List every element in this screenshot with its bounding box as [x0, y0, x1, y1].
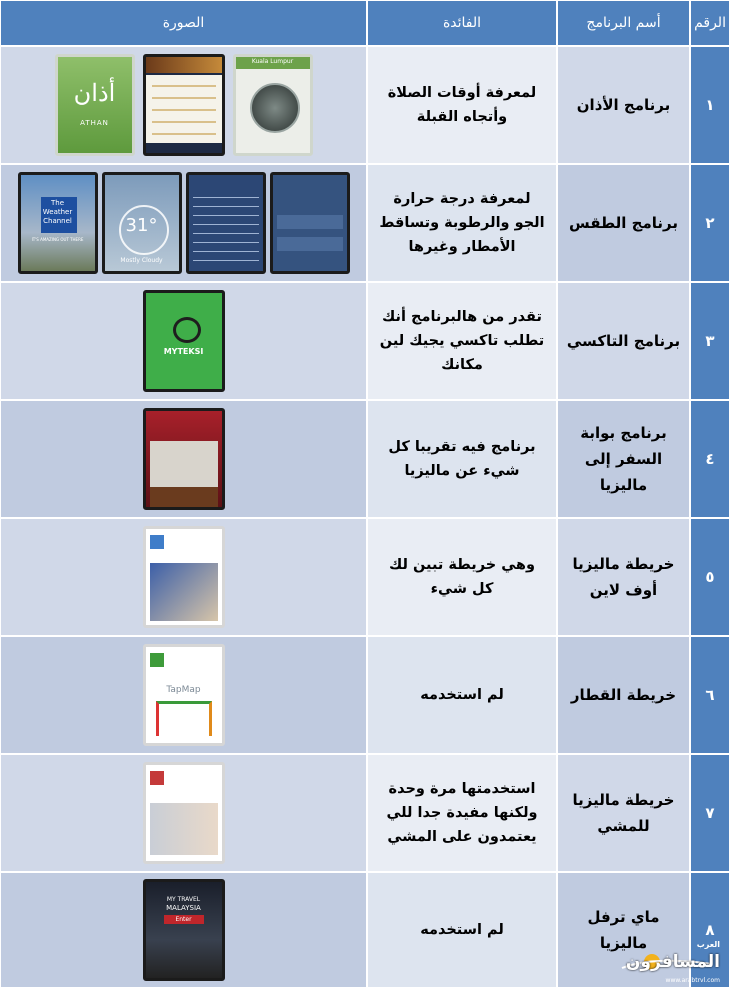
- app-benefit: لمعرفة أوقات الصلاة وأتجاه القبلة: [367, 46, 557, 164]
- app-benefit: برنامج فيه تقريبا كل شيء عن ماليزيا: [367, 400, 557, 518]
- app-screenshots: [0, 754, 367, 872]
- weather-10day-screenshot: [270, 172, 350, 274]
- weather-channel-screenshot: The Weather Channel IT'S AMAZING OUT THERE: [18, 172, 98, 274]
- row-number: ٦: [690, 636, 730, 754]
- prayer-times-screenshot: [143, 54, 225, 156]
- taxi-icon: [173, 317, 201, 343]
- table-row: [0, 754, 730, 872]
- row-number: ٨: [690, 872, 730, 988]
- travel-gate-screenshot: [143, 408, 225, 510]
- app-benefit: وهي خريطة تبين لك كل شيء: [367, 518, 557, 636]
- row-number: ٥: [690, 518, 730, 636]
- compass-icon: [250, 83, 300, 133]
- compass-screenshot: Kuala Lumpur: [233, 54, 313, 156]
- app-screenshots: [0, 46, 367, 164]
- table-row: [0, 164, 730, 282]
- train-map-screenshot: TapMap: [143, 644, 225, 746]
- app-benefit: استخدمتها مرة وحدة ولكنها مفيدة جدا للي يعتمدون على المشي: [367, 754, 557, 872]
- row-number: ٤: [690, 400, 730, 518]
- watermark-name: المسافرون: [625, 952, 720, 972]
- header-num: الرقم: [690, 0, 730, 46]
- table-row: [0, 282, 730, 400]
- walking-map-screenshot: [143, 762, 225, 864]
- app-name: خريطة ماليزيا للمشي: [557, 754, 690, 872]
- table-row: [0, 400, 730, 518]
- app-name: برنامج الطقس: [557, 164, 690, 282]
- app-screenshots: [0, 636, 367, 754]
- row-number: ٣: [690, 282, 730, 400]
- app-benefit: لمعرفة درجة حرارة الجو والرطوبة وتساقط الأمطار وغيرها: [367, 164, 557, 282]
- row-number: ١: [690, 46, 730, 164]
- table-row: [0, 636, 730, 754]
- app-name: خريطة ماليزيا أوف لاين: [557, 518, 690, 636]
- header-name: أسم البرنامج: [557, 0, 690, 46]
- app-name: برنامج التاكسي: [557, 282, 690, 400]
- table-row: [0, 46, 730, 164]
- athan-screenshot: أذان ATHAN: [55, 54, 135, 156]
- app-screenshots: [0, 872, 367, 988]
- app-name: برنامج الأذان: [557, 46, 690, 164]
- weather-hourly-screenshot: [186, 172, 266, 274]
- myteksi-screenshot: MYTEKSI: [143, 290, 225, 392]
- watermark-url: www.arabtrvl.com: [665, 977, 720, 984]
- app-screenshots: [0, 518, 367, 636]
- app-screenshots: [0, 282, 367, 400]
- app-name: ماي ترفل ماليزيا: [557, 872, 690, 988]
- header-benefit: الفائدة: [367, 0, 557, 46]
- app-benefit: تقدر من هالبرنامج أنك تطلب تاكسي يجيك لين مكانك: [367, 282, 557, 400]
- app-benefit: لم استخدمه: [367, 872, 557, 988]
- app-benefit: لم استخدمه: [367, 636, 557, 754]
- table-row: [0, 518, 730, 636]
- app-name: برنامج بوابة السفر إلى ماليزيا: [557, 400, 690, 518]
- app-screenshots: [0, 164, 367, 282]
- row-number: ٢: [690, 164, 730, 282]
- header-image: الصورة: [0, 0, 367, 46]
- app-name: خريطة القطار: [557, 636, 690, 754]
- table-header: [0, 0, 730, 46]
- offline-map-screenshot: [143, 526, 225, 628]
- weather-temp-screenshot: 31° Mostly Cloudy: [102, 172, 182, 274]
- my-travel-malaysia-screenshot: MY TRAVEL MALAYSIA Enter: [143, 879, 225, 981]
- watermark-logo: [612, 938, 722, 984]
- row-number: ٧: [690, 754, 730, 872]
- app-screenshots: [0, 400, 367, 518]
- watermark-sub: العرب: [696, 940, 720, 949]
